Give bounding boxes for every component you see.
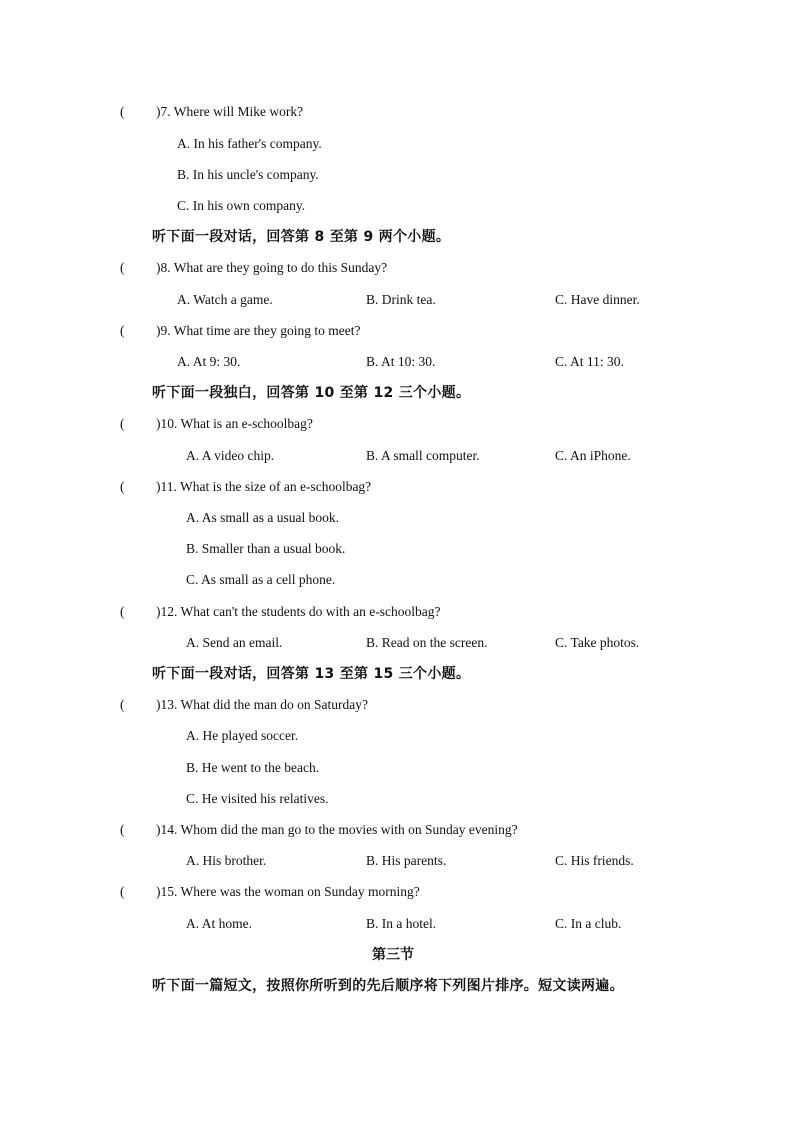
answer-bracket: ( xyxy=(120,822,125,837)
option-b: B. He went to the beach. xyxy=(186,760,320,775)
option-c: C. In his own company. xyxy=(177,198,306,213)
option-c: C. An iPhone. xyxy=(555,448,631,463)
answer-bracket: ( xyxy=(120,104,125,119)
option-b: B. In a hotel. xyxy=(366,916,437,931)
question-text: )8. What are they going to do this Sunday? xyxy=(156,260,388,275)
option-a: A. At home. xyxy=(186,916,252,931)
option-b: B. Read on the screen. xyxy=(366,635,488,650)
answer-bracket: ( xyxy=(120,884,125,899)
answer-bracket: ( xyxy=(120,697,125,712)
section-title: 第三节 xyxy=(372,947,414,963)
question-text: )10. What is an e-schoolbag? xyxy=(156,416,313,431)
question-text: )7. Where will Mike work? xyxy=(156,104,304,119)
option-c: C. In a club. xyxy=(555,916,622,931)
option-a: A. At 9: 30. xyxy=(177,354,241,369)
answer-bracket: ( xyxy=(120,479,125,494)
instruction-section-3: 听下面一篇短文，按照你所听到的先后顺序将下列图片排序。短文读两遍。 xyxy=(152,978,624,994)
instruction-q8-9: 听下面一段对话，回答第 8 至第 9 两个小题。 xyxy=(152,229,451,245)
option-a: A. Watch a game. xyxy=(177,292,273,307)
option-b: B. At 10: 30. xyxy=(366,354,436,369)
question-text: )9. What time are they going to meet? xyxy=(156,323,361,338)
option-c: C. Have dinner. xyxy=(555,292,640,307)
option-c: C. At 11: 30. xyxy=(555,354,624,369)
answer-bracket: ( xyxy=(120,323,125,338)
answer-bracket: ( xyxy=(120,604,125,619)
question-text: )14. Whom did the man go to the movies with on Sunday evening? xyxy=(156,822,518,837)
option-b: B. His parents. xyxy=(366,853,447,868)
answer-bracket: ( xyxy=(120,260,125,275)
option-b: B. A small computer. xyxy=(366,448,480,463)
option-b: B. Drink tea. xyxy=(366,292,436,307)
option-c: C. Take photos. xyxy=(555,635,640,650)
question-text: )15. Where was the woman on Sunday morning? xyxy=(156,884,420,899)
instruction-q10-12: 听下面一段独白，回答第 10 至第 12 三个小题。 xyxy=(152,385,471,401)
question-text: )12. What can't the students do with an e-schoolbag? xyxy=(156,604,441,619)
instruction-q13-15: 听下面一段对话，回答第 13 至第 15 三个小题。 xyxy=(152,666,471,682)
option-a: A. In his father's company. xyxy=(177,136,322,151)
option-a: A. He played soccer. xyxy=(186,728,299,743)
option-c: C. He visited his relatives. xyxy=(186,791,329,806)
option-b: B. In his uncle's company. xyxy=(177,167,319,182)
option-c: C. His friends. xyxy=(555,853,634,868)
option-a: A. A video chip. xyxy=(186,448,275,463)
option-c: C. As small as a cell phone. xyxy=(186,572,336,587)
option-b: B. Smaller than a usual book. xyxy=(186,541,346,556)
answer-bracket: ( xyxy=(120,416,125,431)
question-text: )11. What is the size of an e-schoolbag? xyxy=(156,479,372,494)
option-a: A. As small as a usual book. xyxy=(186,510,339,525)
option-a: A. Send an email. xyxy=(186,635,283,650)
question-text: )13. What did the man do on Saturday? xyxy=(156,697,368,712)
option-a: A. His brother. xyxy=(186,853,267,868)
